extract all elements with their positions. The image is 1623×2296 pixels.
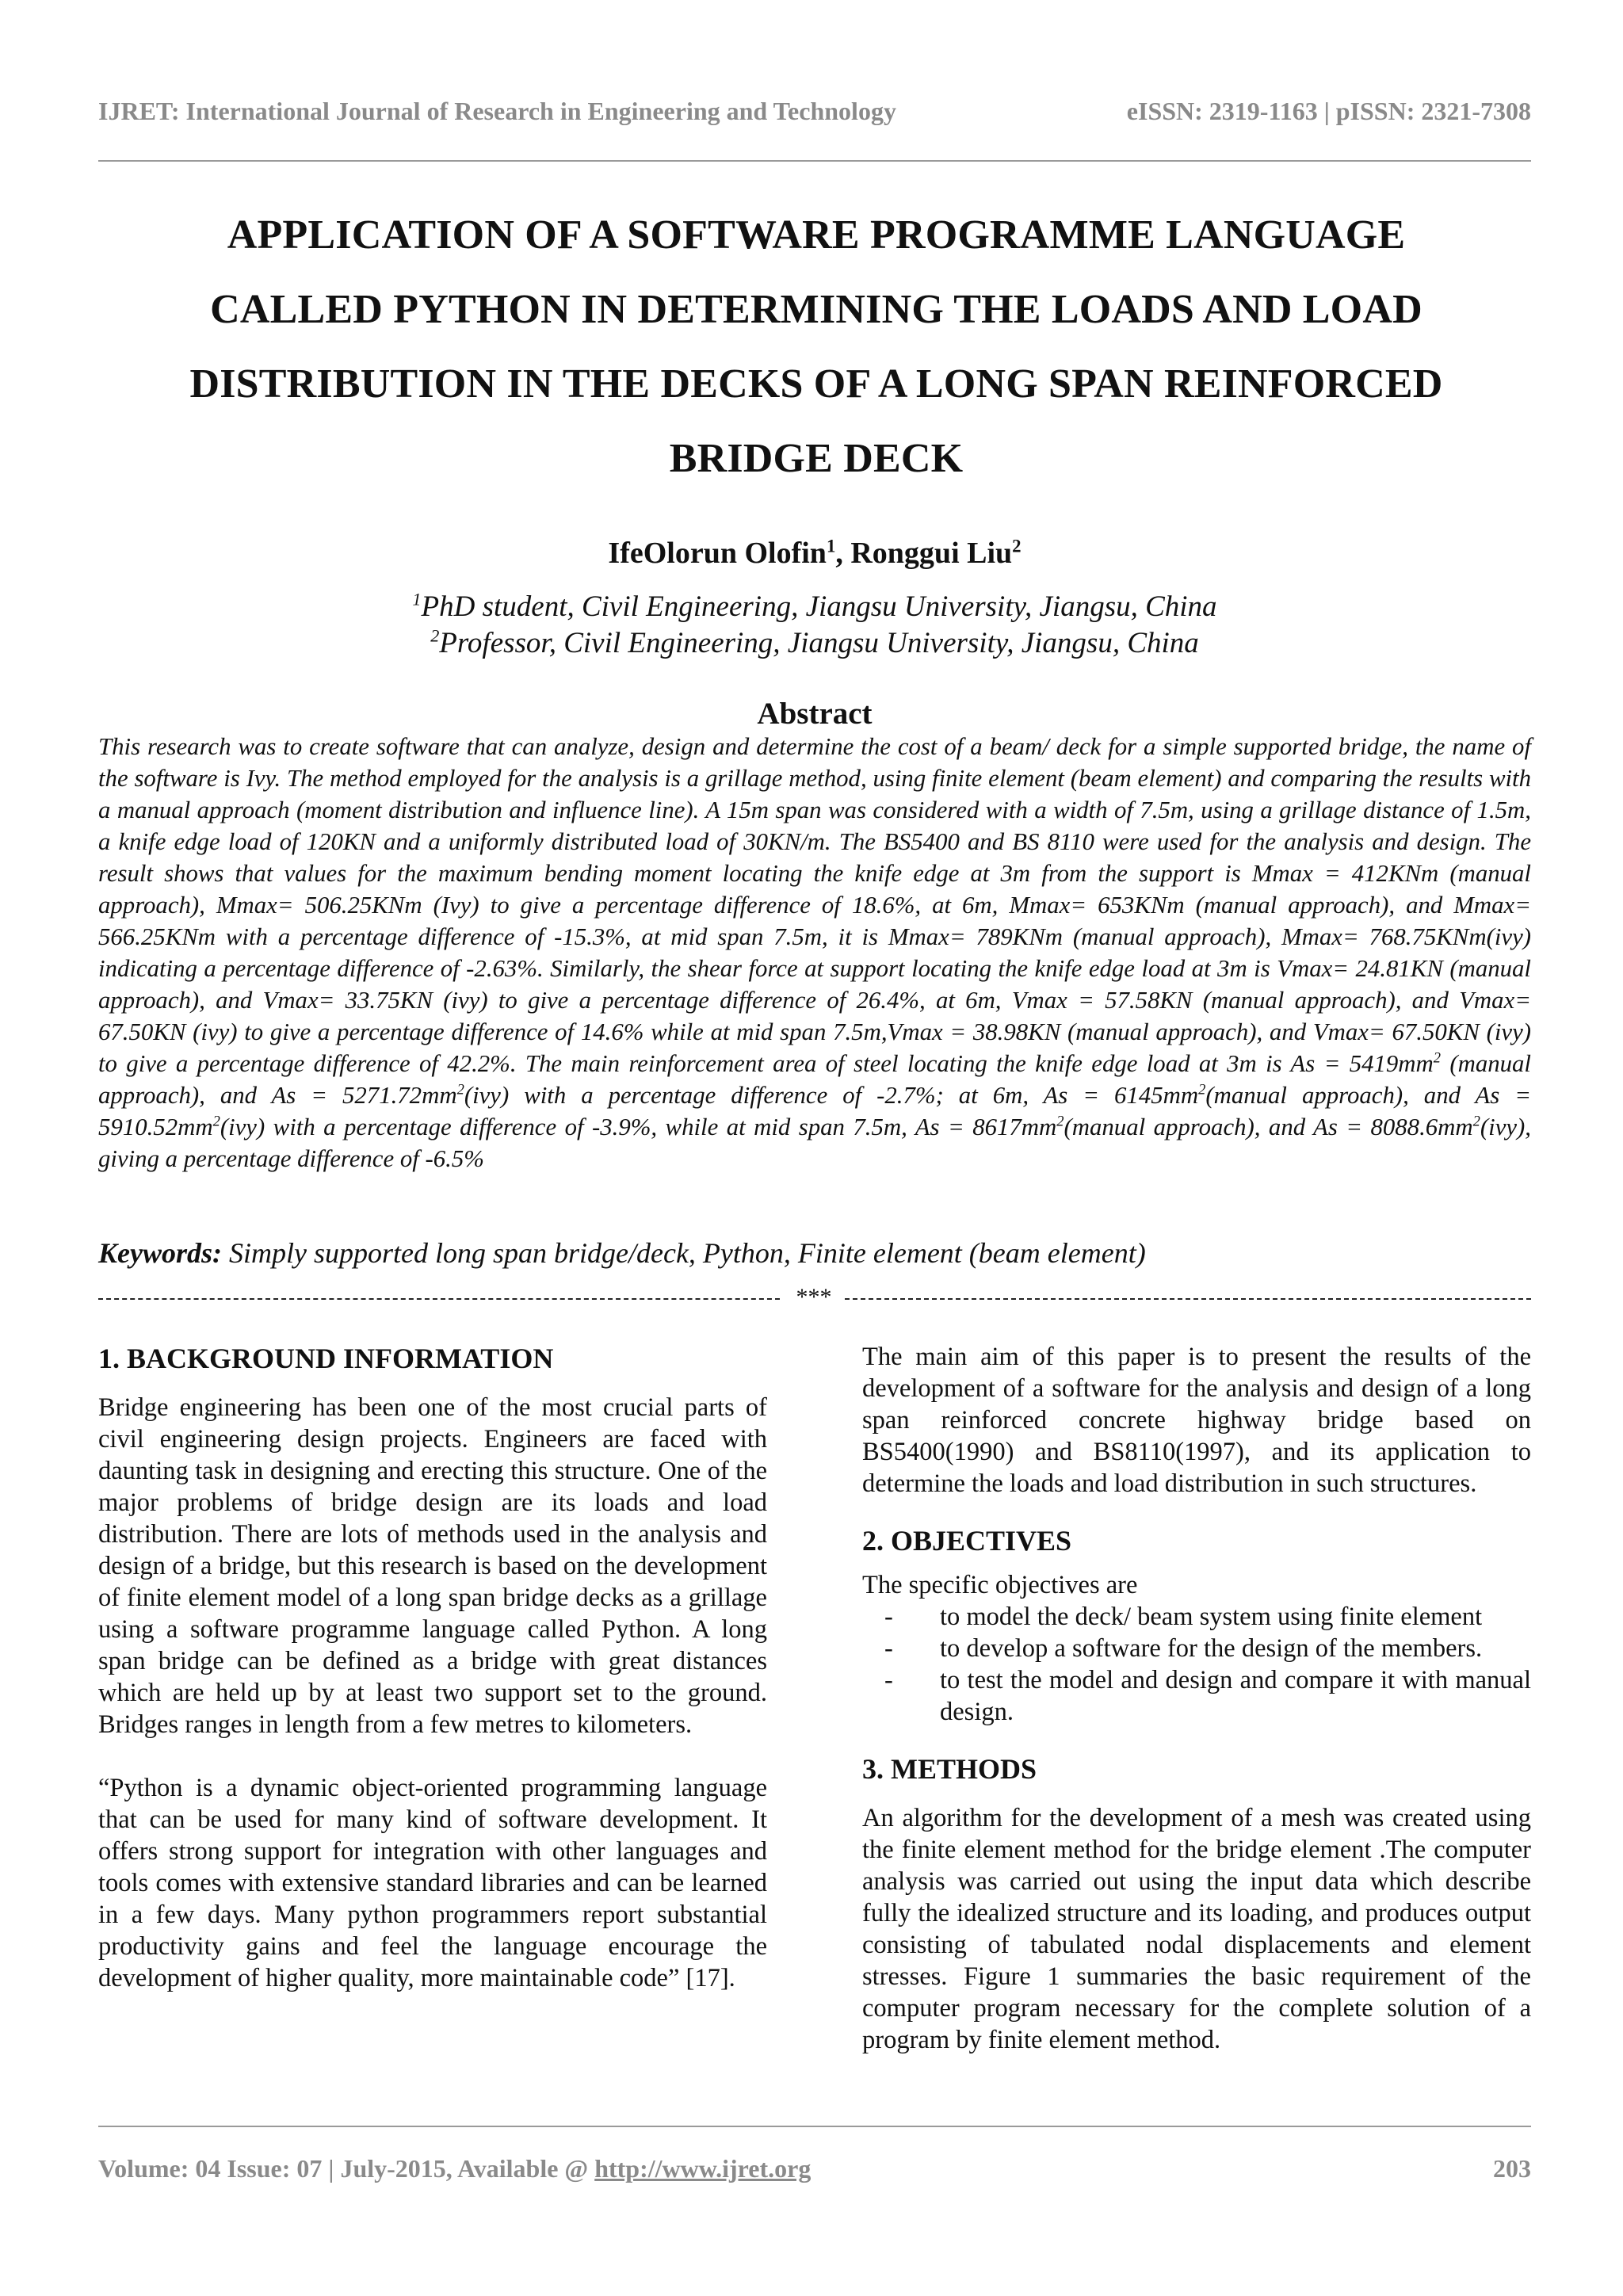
keywords-text: Simply supported long span bridge/deck, Python, Finite element (beam element) [222, 1237, 1146, 1269]
keywords-label: Keywords: [98, 1237, 222, 1269]
author-name: Ronggui Liu [850, 537, 1013, 570]
issn-numbers: eISSN: 2319-1163 | pISSN: 2321-7308 [1126, 97, 1531, 125]
objective-text: to develop a software for the design of the members. [940, 1634, 1483, 1663]
header-divider [98, 160, 1531, 162]
abstract-segment: (ivy) with a percentage difference of -3.9%, while at mid span 7.5m, As = 8617mm [220, 1114, 1057, 1140]
objective-text: to model the deck/ beam system using finite element [940, 1603, 1483, 1631]
list-item [862, 1664, 1531, 1728]
journal-url-link[interactable]: http://www.ijret.org [594, 2154, 812, 2183]
abstract-segment: (manual approach), and As = 8088.6mm [1064, 1114, 1473, 1140]
abstract-segment: This research was to create software that can analyze, design and determine the cost of a beam/ deck for a simple supported bridge, the name of the software is Ivy. The method employed for the analysis is a grillage method, using finite element (beam element) and comparing the results with a manual approach (moment distribution and influence line). A 15m span was considered with a width of 7.5m, using a grillage distance of 1.5m, a knife edge load of 120KN and a uniformly distributed load of 30KN/m. The BS5400 and BS 8110 were used for the analysis and design. The result shows that values for the maximum bending moment locating the knife edge at 3m from the support is Mmax = 412KNm (manual approach), Mmax= 506.25KNm (Ivy) to give a percentage difference of 18.6%, at 6m, Mmax= 653KNm (manual approach), and Mmax= 566.25KNm with a percentage difference of -15.3%, at mid span 7.5m, it is Mmax= 789KNm (manual approach), Mmax= 768.75KNm(ivy) indicating a percentage difference of -2.63%. Similarly, the shear force at support locating the knife edge load at 3m is Vmax= 24.81KN (manual approach), and Vmax= 33.75KN (ivy) to give a percentage difference of 26.4%, at 6m, Vmax = 57.58KN (manual approach), and Vmax= 67.50KN (ivy) to give a percentage difference of 14.6% while at mid span 7.5m,Vmax = 38.98KN (manual approach), and Vmax= 67.50KN (ivy) to give a percentage difference of 42.2%. The main reinforcement area of steel locating the knife edge load at 3m is As = 5419mm [98, 733, 1531, 1077]
author-list [98, 536, 1531, 571]
affiliation [98, 626, 1531, 660]
superscript-2: 2 [1198, 1081, 1206, 1098]
section-heading-background: 1. BACKGROUND INFORMATION [98, 1343, 554, 1374]
affiliation-text: Professor, Civil Engineering, Jiangsu University, Jiangsu, China [439, 627, 1199, 659]
objectives-intro: The specific objectives are [862, 1571, 1138, 1599]
methods-paragraph: An algorithm for the development of a mesh was created using the finite element method for the bridge element .The computer analysis was carried out using the input data which describe fully the idealized structure and its loading, and produces output consisting of tabulated nodal displacements and element stresses. Figure 1 summaries the basic requirement of the computer program necessary for the complete solution of a program by finite element method. [862, 1804, 1531, 2054]
superscript-2: 2 [1056, 1113, 1064, 1129]
bullet-dash: - [884, 1634, 893, 1663]
running-header [98, 97, 1531, 136]
title-line: APPLICATION OF A SOFTWARE PROGRAMME LANGUAGE [227, 212, 1406, 258]
abstract-segment: (manual approach), and As = 5271.72mm [98, 1050, 1531, 1109]
section-separator [98, 1284, 1531, 1311]
superscript-2: 2 [456, 1081, 464, 1098]
title-line: DISTRIBUTION IN THE DECKS OF A LONG SPAN REINFORCED [189, 361, 1443, 407]
journal-name: IJRET: International Journal of Research in Engineering and Technology [98, 97, 896, 125]
left-column [98, 1341, 767, 1994]
author-affil-mark: 2 [1012, 536, 1022, 556]
keywords [98, 1236, 1531, 1270]
abstract-body [98, 731, 1531, 1175]
separator-dash-left [98, 1298, 780, 1300]
section-heading-methods: 3. METHODS [862, 1753, 1037, 1785]
background-paragraph-1: Bridge engineering has been one of the most crucial parts of civil engineering design projects. Engineers are faced with daunting task in designing and erecting this structure. One of the major problems of bridge design are its loads and load distribution. There are lots of methods used in the analysis and design of a bridge, but this research is based on the development of finite element model of a long span bridge decks as a grillage using a software programme language called Python. A long span bridge can be defined as a bridge with great distances which are held up by at least two support set to the ground. Bridges ranges in length from a few metres to kilometers. [98, 1393, 767, 1739]
title-line: BRIDGE DECK [669, 436, 964, 481]
aim-paragraph: The main aim of this paper is to present the results of the development of a software for the analysis and design of a long span reinforced concrete highway bridge based on BS5400(1990) and BS8110(1997), and its application to determine the loads and load distribution in such structures. [862, 1343, 1531, 1498]
bullet-dash: - [884, 1603, 893, 1631]
right-column [862, 1341, 1531, 2056]
abstract-heading: Abstract [757, 697, 873, 731]
abstract-segment: (ivy), giving a percentage difference of -6.5% [98, 1114, 1532, 1172]
separator-stars: *** [796, 1284, 832, 1310]
title-line: CALLED PYTHON IN DETERMINING THE LOADS AND LOAD [210, 287, 1423, 332]
background-paragraph-2: “Python is a dynamic object-oriented programming language that can be used for many kind of software development. It offers strong support for integration with other languages and tools comes with extensive standard libraries and can be learned in a few days. Many python programmers report substantial productivity gains and feel the language encourage the development of higher quality, more maintainable code” [17]. [98, 1774, 767, 1992]
section-heading-objectives: 2. OBJECTIVES [862, 1525, 1072, 1557]
list-item [862, 1633, 1531, 1664]
list-item [862, 1601, 1531, 1633]
abstract-segment: (manual approach), and As = 5910.52mm [98, 1082, 1531, 1140]
superscript-2: 2 [212, 1113, 220, 1129]
superscript-2: 2 [1433, 1049, 1441, 1066]
separator-dash-right [845, 1298, 1531, 1300]
paper-title [103, 198, 1529, 496]
footer-divider [98, 2126, 1531, 2127]
affiliation-mark: 1 [412, 589, 422, 609]
affiliation [98, 590, 1531, 624]
objectives-list [862, 1601, 1531, 1728]
footer-volume-text: Volume: 04 Issue: 07 | July-2015, Available @ [98, 2154, 595, 2183]
page-number: 203 [1493, 2154, 1531, 2183]
footer-volume [98, 2154, 811, 2183]
abstract-segment: (ivy) with a percentage difference of -2.7%; at 6m, As = 6145mm [464, 1082, 1199, 1109]
author-affil-mark: 1 [826, 536, 836, 556]
author-name: IfeOlorun Olofin [608, 537, 827, 570]
bullet-dash: - [884, 1666, 893, 1694]
superscript-2: 2 [1472, 1113, 1480, 1129]
running-footer [98, 2154, 1531, 2194]
objective-text: to test the model and design and compare it with manual design. [940, 1666, 1531, 1726]
affiliation-mark: 2 [430, 625, 440, 646]
author-separator: , [835, 537, 851, 570]
affiliation-text: PhD student, Civil Engineering, Jiangsu University, Jiangsu, China [421, 590, 1217, 623]
